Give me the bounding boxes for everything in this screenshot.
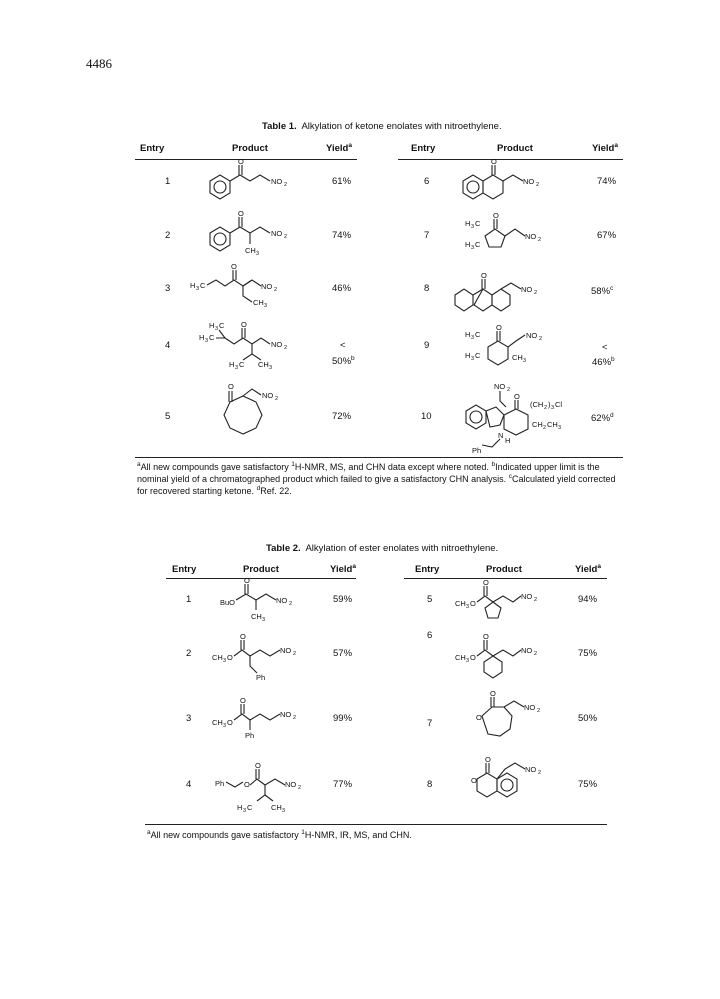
svg-text:3: 3 bbox=[471, 224, 475, 230]
svg-text:H: H bbox=[209, 321, 215, 330]
svg-text:CH: CH bbox=[212, 718, 223, 727]
svg-text:2: 2 bbox=[537, 708, 541, 714]
svg-text:N: N bbox=[498, 431, 504, 440]
t1-yield: 72% bbox=[332, 411, 352, 422]
svg-text:2: 2 bbox=[538, 237, 542, 243]
svg-text:3: 3 bbox=[471, 356, 475, 362]
svg-text:H: H bbox=[465, 351, 471, 360]
table1-title: Alkylation of ketone enolates with nitroethylene. bbox=[301, 121, 502, 132]
t1-entry: 9 bbox=[424, 340, 430, 351]
t1-entry: 2 bbox=[165, 230, 171, 241]
t1-entry: 4 bbox=[165, 340, 171, 351]
t2-yield-header-left bbox=[330, 564, 356, 575]
svg-text:H: H bbox=[190, 281, 196, 290]
svg-text:3: 3 bbox=[551, 405, 555, 411]
t1-footnote-a-nmr: H-NMR, MS, and CHN data except where noted. bbox=[294, 462, 489, 472]
t1-entry: 6 bbox=[424, 176, 430, 187]
t1-yield: 61% bbox=[332, 176, 352, 187]
svg-text:2: 2 bbox=[293, 651, 297, 657]
svg-text:NO: NO bbox=[271, 340, 283, 349]
t1-entry-header-left: Entry bbox=[140, 143, 165, 154]
svg-text:O: O bbox=[244, 576, 250, 585]
t1-yield bbox=[592, 357, 615, 368]
svg-text:H: H bbox=[199, 333, 205, 342]
svg-text:3: 3 bbox=[205, 338, 209, 344]
t1-yield: 46% bbox=[332, 283, 352, 294]
structure-t1-entry6 bbox=[453, 157, 563, 210]
svg-text:O: O bbox=[470, 599, 476, 608]
svg-text:3: 3 bbox=[256, 251, 260, 257]
svg-text:NO: NO bbox=[525, 765, 537, 774]
svg-text:H: H bbox=[465, 240, 471, 249]
svg-text:H: H bbox=[465, 219, 471, 228]
svg-text:NO: NO bbox=[494, 382, 506, 391]
t1-yield-value: 58% bbox=[591, 286, 611, 297]
t1-yield-sup: c bbox=[610, 285, 614, 292]
t2-entry: 6 bbox=[427, 630, 433, 641]
svg-text:2: 2 bbox=[536, 182, 540, 188]
t2-yield-header-text-right: Yield bbox=[575, 564, 598, 575]
t2-product-header-right: Product bbox=[486, 564, 522, 575]
svg-text:H: H bbox=[465, 330, 471, 339]
structure-t2-entry8 bbox=[465, 752, 575, 810]
svg-text:NO: NO bbox=[521, 592, 533, 601]
structure-t2-entry5 bbox=[455, 578, 565, 632]
svg-text:): ) bbox=[548, 400, 551, 409]
svg-text:NO: NO bbox=[280, 646, 292, 655]
t2-yield: 57% bbox=[333, 648, 353, 659]
structure-t1-entry4 bbox=[195, 318, 305, 373]
svg-text:C: C bbox=[219, 321, 225, 330]
svg-text:CH: CH bbox=[512, 353, 523, 362]
svg-text:NO: NO bbox=[262, 391, 274, 400]
structure-t2-entry7 bbox=[470, 690, 570, 750]
svg-text:2: 2 bbox=[298, 785, 302, 791]
svg-text:CH: CH bbox=[455, 599, 466, 608]
svg-text:NO: NO bbox=[276, 596, 288, 605]
svg-text:NO: NO bbox=[285, 780, 297, 789]
structure-t1-entry10 bbox=[460, 383, 580, 455]
t1-yield-header-left bbox=[326, 143, 352, 154]
svg-text:(CH: (CH bbox=[530, 400, 544, 409]
structure-t1-entry9 bbox=[460, 320, 570, 375]
svg-text:CH: CH bbox=[251, 612, 262, 621]
svg-text:CH: CH bbox=[245, 246, 256, 255]
table2-title: Alkylation of ester enolates with nitroethylene. bbox=[305, 543, 499, 554]
svg-text:2: 2 bbox=[274, 287, 278, 293]
svg-text:3: 3 bbox=[269, 365, 273, 371]
svg-text:C: C bbox=[475, 240, 481, 249]
svg-text:CH: CH bbox=[258, 360, 269, 369]
structure-t1-entry2 bbox=[195, 209, 305, 264]
svg-text:O: O bbox=[483, 578, 489, 587]
svg-text:O: O bbox=[228, 382, 234, 391]
svg-text:O: O bbox=[485, 755, 491, 764]
t2-footnote-a: All new compounds gave satisfactory bbox=[150, 830, 302, 840]
svg-text:Ph: Ph bbox=[472, 446, 482, 455]
svg-text:O: O bbox=[491, 157, 497, 166]
svg-text:2: 2 bbox=[534, 651, 538, 657]
t2-yield: 99% bbox=[333, 713, 353, 724]
t2-yield: 59% bbox=[333, 594, 353, 605]
t1-yield-header-right bbox=[592, 143, 618, 154]
svg-text:3: 3 bbox=[262, 617, 266, 623]
structure-t1-entry1 bbox=[195, 157, 305, 207]
structure-t1-entry8 bbox=[450, 268, 570, 318]
svg-text:3: 3 bbox=[264, 303, 268, 309]
svg-text:C: C bbox=[247, 803, 253, 812]
t1-yield-lt: < bbox=[340, 340, 346, 351]
svg-text:3: 3 bbox=[223, 658, 227, 664]
svg-text:CH: CH bbox=[455, 653, 466, 662]
svg-text:3: 3 bbox=[466, 604, 470, 610]
svg-text:O: O bbox=[227, 718, 233, 727]
svg-text:2: 2 bbox=[534, 290, 538, 296]
t2-header-rule-right bbox=[404, 578, 607, 579]
t2-footnote-a-nmr: H-NMR, IR, MS, and CHN. bbox=[304, 830, 412, 840]
svg-text:H: H bbox=[229, 360, 235, 369]
svg-text:2: 2 bbox=[284, 234, 288, 240]
svg-text:C: C bbox=[475, 330, 481, 339]
svg-text:NO: NO bbox=[521, 285, 533, 294]
t1-yield-sup: d bbox=[610, 412, 614, 419]
t1-header-rule-left bbox=[135, 159, 357, 160]
t1-footnote: $^a$All new compounds gave satisfactory $^1$H-NMR, MS, and CHN data except where noted. $^b$Indicated upper limit is the nominal yield of a chromatographed product which failed to give a satisfactory CHN analysis. $^c$Calculated yield corrected for recovered starting ketone. $^d$Ref. 22. bbox=[137, 461, 616, 496]
svg-text:O: O bbox=[240, 632, 246, 641]
t1-product-header-right: Product bbox=[497, 143, 533, 154]
t1-yield-value: 62% bbox=[591, 413, 611, 424]
t2-yield: 75% bbox=[578, 779, 598, 790]
t1-yield-value: 50% bbox=[332, 356, 352, 367]
svg-text:2: 2 bbox=[507, 387, 511, 393]
t1-yield-value: 46% bbox=[592, 357, 612, 368]
svg-text:O: O bbox=[238, 209, 244, 218]
t1-yield-header-text-right: Yield bbox=[592, 143, 615, 154]
table2-caption bbox=[266, 543, 498, 554]
svg-text:3: 3 bbox=[466, 658, 470, 664]
t1-entry-header-right: Entry bbox=[411, 143, 436, 154]
svg-text:3: 3 bbox=[223, 723, 227, 729]
svg-text:NO: NO bbox=[280, 710, 292, 719]
svg-text:C: C bbox=[475, 351, 481, 360]
svg-text:O: O bbox=[514, 392, 520, 401]
svg-text:O: O bbox=[240, 696, 246, 705]
svg-text:3: 3 bbox=[471, 335, 475, 341]
t1-footnote-d: Ref. 22. bbox=[260, 486, 292, 496]
structure-t1-entry5 bbox=[208, 380, 298, 455]
structure-t2-entry3 bbox=[212, 696, 322, 745]
svg-text:NO: NO bbox=[521, 646, 533, 655]
structure-t2-entry2 bbox=[212, 632, 322, 686]
svg-text:2: 2 bbox=[544, 405, 548, 411]
structure-t2-entry4 bbox=[215, 761, 325, 814]
t1-yield-sup: b bbox=[611, 356, 615, 363]
svg-text:NO: NO bbox=[271, 229, 283, 238]
svg-text:3: 3 bbox=[471, 245, 475, 251]
svg-text:2: 2 bbox=[284, 182, 288, 188]
structure-t2-entry6 bbox=[455, 632, 565, 691]
svg-text:BuO: BuO bbox=[220, 598, 236, 607]
t1-yield bbox=[332, 356, 355, 367]
t2-header-rule-left bbox=[166, 578, 356, 579]
svg-text:H: H bbox=[505, 436, 511, 445]
t1-yield-lt: < bbox=[602, 342, 608, 353]
t1-footnote-a: All new compounds gave satisfactory bbox=[140, 462, 292, 472]
t1-entry: 8 bbox=[424, 283, 430, 294]
svg-text:2: 2 bbox=[275, 396, 279, 402]
t2-yield: 50% bbox=[578, 713, 598, 724]
svg-text:C: C bbox=[239, 360, 245, 369]
t1-yield bbox=[591, 286, 613, 297]
svg-text:Ph: Ph bbox=[256, 673, 266, 682]
t1-yield-header-sup: a bbox=[348, 142, 352, 149]
table1-caption bbox=[262, 121, 502, 132]
structure-t2-entry1 bbox=[220, 576, 320, 627]
svg-text:O: O bbox=[496, 323, 502, 332]
t2-entry: 2 bbox=[186, 648, 192, 659]
t1-entry: 1 bbox=[165, 176, 171, 187]
svg-text:O: O bbox=[483, 632, 489, 641]
svg-text:3: 3 bbox=[558, 425, 562, 431]
svg-text:NO: NO bbox=[271, 177, 283, 186]
svg-text:NO: NO bbox=[523, 177, 535, 186]
svg-text:O: O bbox=[255, 761, 261, 770]
t2-entry-header-right: Entry bbox=[415, 564, 440, 575]
t2-entry: 7 bbox=[427, 718, 433, 729]
t1-yield-header-sup-right: a bbox=[614, 142, 618, 149]
svg-text:2: 2 bbox=[539, 336, 543, 342]
structure-t1-entry3 bbox=[190, 262, 325, 315]
svg-text:NO: NO bbox=[524, 703, 536, 712]
svg-text:O: O bbox=[470, 653, 476, 662]
table2-label: Table 2. bbox=[266, 543, 301, 554]
page-number: 4486 bbox=[86, 56, 112, 71]
t2-entry: 3 bbox=[186, 713, 192, 724]
t2-entry: 5 bbox=[427, 594, 433, 605]
svg-text:2: 2 bbox=[538, 770, 542, 776]
svg-text:CH: CH bbox=[547, 420, 558, 429]
svg-text:NO: NO bbox=[525, 232, 537, 241]
svg-text:CH: CH bbox=[212, 653, 223, 662]
t1-yield: 74% bbox=[597, 176, 617, 187]
table1-label: Table 1. bbox=[262, 121, 297, 132]
svg-text:2: 2 bbox=[284, 345, 288, 351]
svg-text:O: O bbox=[244, 780, 250, 789]
t2-footnote: $^a$All new compounds gave satisfactory $^1$H-NMR, IR, MS, and CHN. bbox=[147, 829, 412, 840]
svg-text:O: O bbox=[227, 653, 233, 662]
svg-text:3: 3 bbox=[235, 365, 239, 371]
t2-yield-header-right bbox=[575, 564, 601, 575]
t2-yield: 75% bbox=[578, 648, 598, 659]
t2-yield-header-text: Yield bbox=[330, 564, 353, 575]
t1-footnote-c: Calculated yield corrected for recovered starting ketone. bbox=[137, 474, 616, 496]
t1-footnote-b: Indicated upper limit is the nominal yield of a chromatographed product which failed to give a satisfactory CHN analysis. bbox=[137, 462, 600, 484]
svg-text:2: 2 bbox=[543, 425, 547, 431]
svg-text:O: O bbox=[490, 689, 496, 698]
t2-entry: 8 bbox=[427, 779, 433, 790]
t2-entry-header-left: Entry bbox=[172, 564, 197, 575]
svg-text:Ph: Ph bbox=[245, 731, 255, 740]
t1-entry: 3 bbox=[165, 283, 171, 294]
svg-text:3: 3 bbox=[243, 808, 247, 814]
svg-text:C: C bbox=[209, 333, 215, 342]
svg-text:O: O bbox=[471, 776, 477, 785]
svg-text:3: 3 bbox=[523, 358, 527, 364]
svg-text:Cl: Cl bbox=[555, 400, 563, 409]
svg-text:CH: CH bbox=[532, 420, 543, 429]
t2-bottom-rule bbox=[145, 824, 607, 825]
svg-text:O: O bbox=[241, 320, 247, 329]
svg-text:O: O bbox=[481, 271, 487, 280]
t1-yield-header-text: Yield bbox=[326, 143, 349, 154]
svg-text:2: 2 bbox=[289, 601, 293, 607]
t1-yield: 67% bbox=[597, 230, 617, 241]
svg-text:O: O bbox=[476, 713, 482, 722]
svg-text:C: C bbox=[200, 281, 206, 290]
t2-product-header-left: Product bbox=[243, 564, 279, 575]
svg-text:3: 3 bbox=[282, 808, 286, 814]
t1-yield: 74% bbox=[332, 230, 352, 241]
svg-text:2: 2 bbox=[293, 715, 297, 721]
svg-text:3: 3 bbox=[215, 326, 219, 332]
t1-product-header-left: Product bbox=[232, 143, 268, 154]
svg-text:C: C bbox=[475, 219, 481, 228]
svg-text:O: O bbox=[231, 262, 237, 271]
svg-text:NO: NO bbox=[526, 331, 538, 340]
svg-text:O: O bbox=[238, 157, 244, 166]
svg-text:Ph: Ph bbox=[215, 779, 225, 788]
svg-text:NO: NO bbox=[261, 282, 273, 291]
t1-entry: 5 bbox=[165, 411, 171, 422]
t1-yield-sup: b bbox=[351, 355, 355, 362]
svg-text:2: 2 bbox=[534, 597, 538, 603]
svg-text:3: 3 bbox=[196, 286, 200, 292]
svg-text:CH: CH bbox=[253, 298, 264, 307]
t1-entry: 10 bbox=[421, 411, 432, 422]
t2-yield-header-sup-right: a bbox=[597, 563, 601, 570]
t1-bottom-rule bbox=[135, 457, 623, 458]
svg-text:H: H bbox=[237, 803, 243, 812]
t2-yield: 94% bbox=[578, 594, 598, 605]
svg-text:O: O bbox=[493, 211, 499, 220]
t1-entry: 7 bbox=[424, 230, 430, 241]
structure-t1-entry7 bbox=[455, 211, 565, 264]
t2-entry: 4 bbox=[186, 779, 192, 790]
t1-yield bbox=[591, 413, 614, 424]
t2-yield-header-sup: a bbox=[352, 563, 356, 570]
t2-yield: 77% bbox=[333, 779, 353, 790]
t2-entry: 1 bbox=[186, 594, 192, 605]
svg-text:CH: CH bbox=[271, 803, 282, 812]
